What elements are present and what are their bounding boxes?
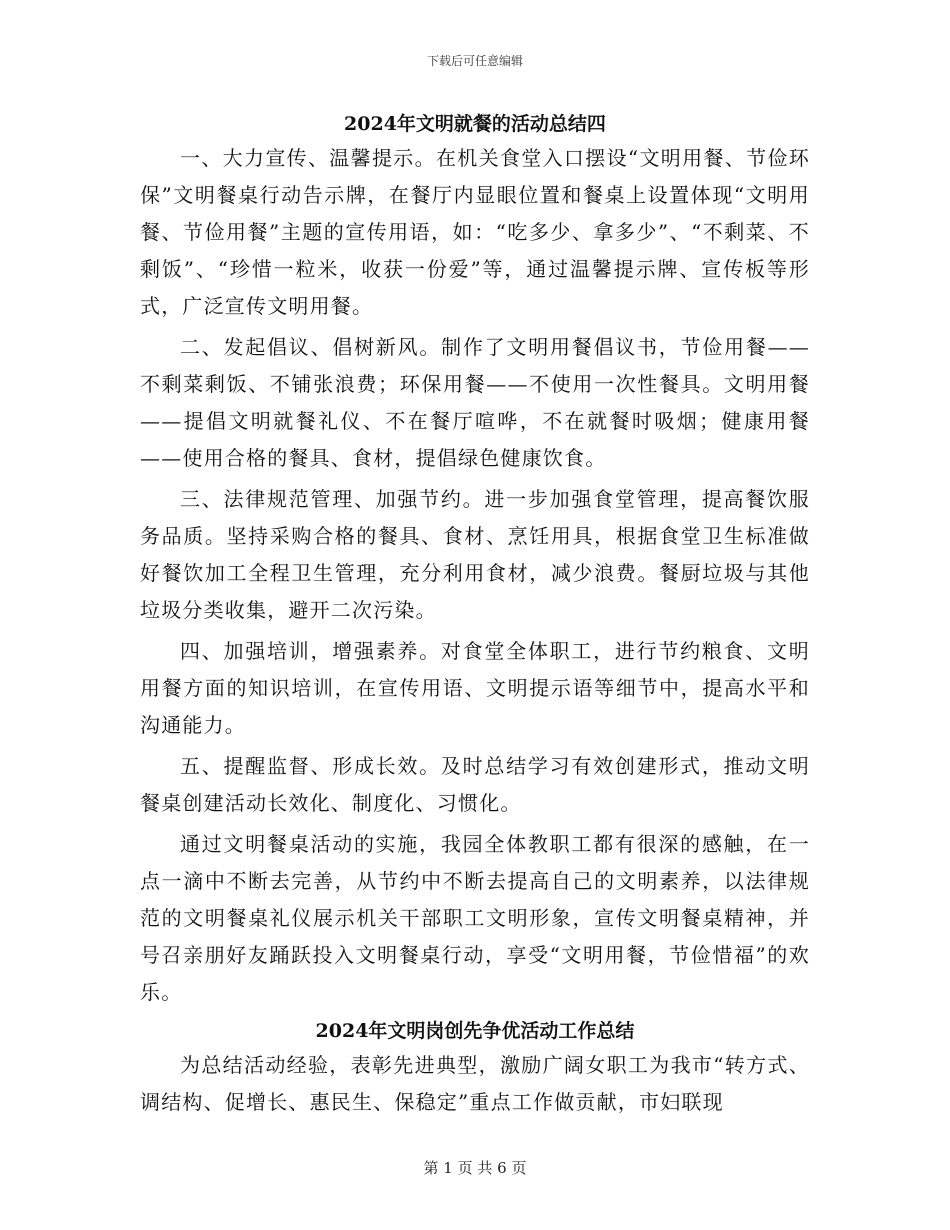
section1-paragraph-2: 二、发起倡议、倡树新风。制作了文明用餐倡议书，节俭用餐——不剩菜剩饭、不铺张浪费；环保用餐——不使用一次性餐具。文明用餐——提倡文明就餐礼仪、不在餐厅喧哗，不在就餐时吸烟；健康用餐——使用合格的餐具、食材，提倡绿色健康饮食。 — [140, 335, 810, 470]
section1-paragraph-6: 通过文明餐桌活动的实施，我园全体教职工都有很深的感触，在一点一滴中不断去完善，从节约中不断去提高自己的文明素养，以法律规范的文明餐桌礼仪展示机关干部职工文明形象，宣传文明餐桌精神，并号召亲朋好友踊跃投入文明餐桌行动，享受“文明用餐，节俭惜福”的欢乐。 — [140, 832, 810, 1004]
section2-paragraph-1: 为总结活动经验，表彰先进典型，激励广阔女职工为我市“转方式、调结构、促增长、惠民生、保稳定”重点工作做贡献，市妇联现 — [140, 1053, 810, 1114]
section1-title: 2024年文明就餐的活动总结四 — [344, 113, 606, 135]
document-body — [140, 110, 810, 1125]
section2-title: 2024年文明岗创先争优活动工作总结 — [315, 1020, 635, 1042]
page-footer-pagination: 第 1 页 共 6 页 — [423, 1159, 527, 1177]
section1-paragraph-1: 一、大力宣传、温馨提示。在机关食堂入口摆设“文明用餐、节俭环保”文明餐桌行动告示牌，在餐厅内显眼位置和餐桌上设置体现“文明用餐、节俭用餐”主题的宣传用语，如：“吃多少、拿多少”、“不剩菜、不剩饭”、“珍惜一粒米，收获一份爱”等，通过温馨提示牌、宣传板等形式，广泛宣传文明用餐。 — [140, 146, 810, 318]
section1-paragraph-4: 四、加强培训，增强素养。对食堂全体职工，进行节约粮食、文明用餐方面的知识培训，在宣传用语、文明提示语等细节中，提高水平和沟通能力。 — [140, 639, 810, 737]
section1-paragraph-3: 三、法律规范管理、加强节约。进一步加强食堂管理，提高餐饮服务品质。坚持采购合格的餐具、食材、烹饪用具，根据食堂卫生标准做好餐饮加工全程卫生管理，充分利用食材，减少浪费。餐厨垃圾与其他垃圾分类收集，避开二次污染。 — [140, 487, 810, 622]
section1-paragraph-5: 五、提醒监督、形成长效。及时总结学习有效创建形式，推动文明餐桌创建活动长效化、制度化、习惯化。 — [140, 754, 810, 815]
page-header-note: 下载后可任意编辑 — [426, 54, 523, 68]
